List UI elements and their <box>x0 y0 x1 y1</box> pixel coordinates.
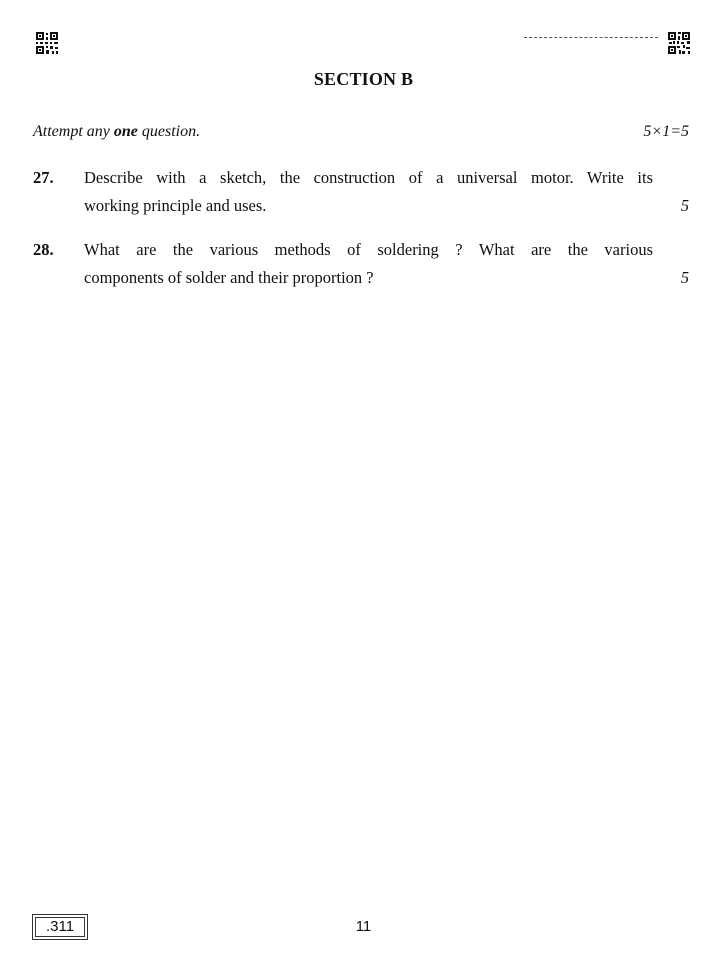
question-marks: 5 <box>680 268 689 287</box>
paper-code-box: .311 <box>32 914 88 940</box>
instruction-marks: 5×1=5 <box>643 123 689 140</box>
qr-code-icon <box>36 32 58 54</box>
header-dotted-line <box>524 37 658 38</box>
question-text <box>84 164 653 220</box>
question-text-line-1: What are the various methods of soldering ? What are the various <box>84 240 653 259</box>
qr-code-icon <box>668 32 690 54</box>
section-title: SECTION B <box>313 69 414 89</box>
question-marks: 5 <box>680 196 689 215</box>
question-number: 28. <box>33 240 54 259</box>
question-number: 27. <box>33 168 54 187</box>
instruction-text <box>33 123 200 141</box>
page-number: 11 <box>355 918 372 935</box>
question-text-line-2: components of solder and their proportion ? <box>84 268 374 287</box>
instruction-prefix: Attempt any <box>33 123 114 140</box>
question-text <box>84 236 653 292</box>
question-text-line-2: working principle and uses. <box>84 196 267 215</box>
instruction-line <box>33 123 689 141</box>
instruction-suffix: question. <box>137 123 201 140</box>
instruction-emphasis: one <box>113 123 138 140</box>
question-text-line-1: Describe with a sketch, the construction of a universal motor. Write its <box>84 168 653 187</box>
